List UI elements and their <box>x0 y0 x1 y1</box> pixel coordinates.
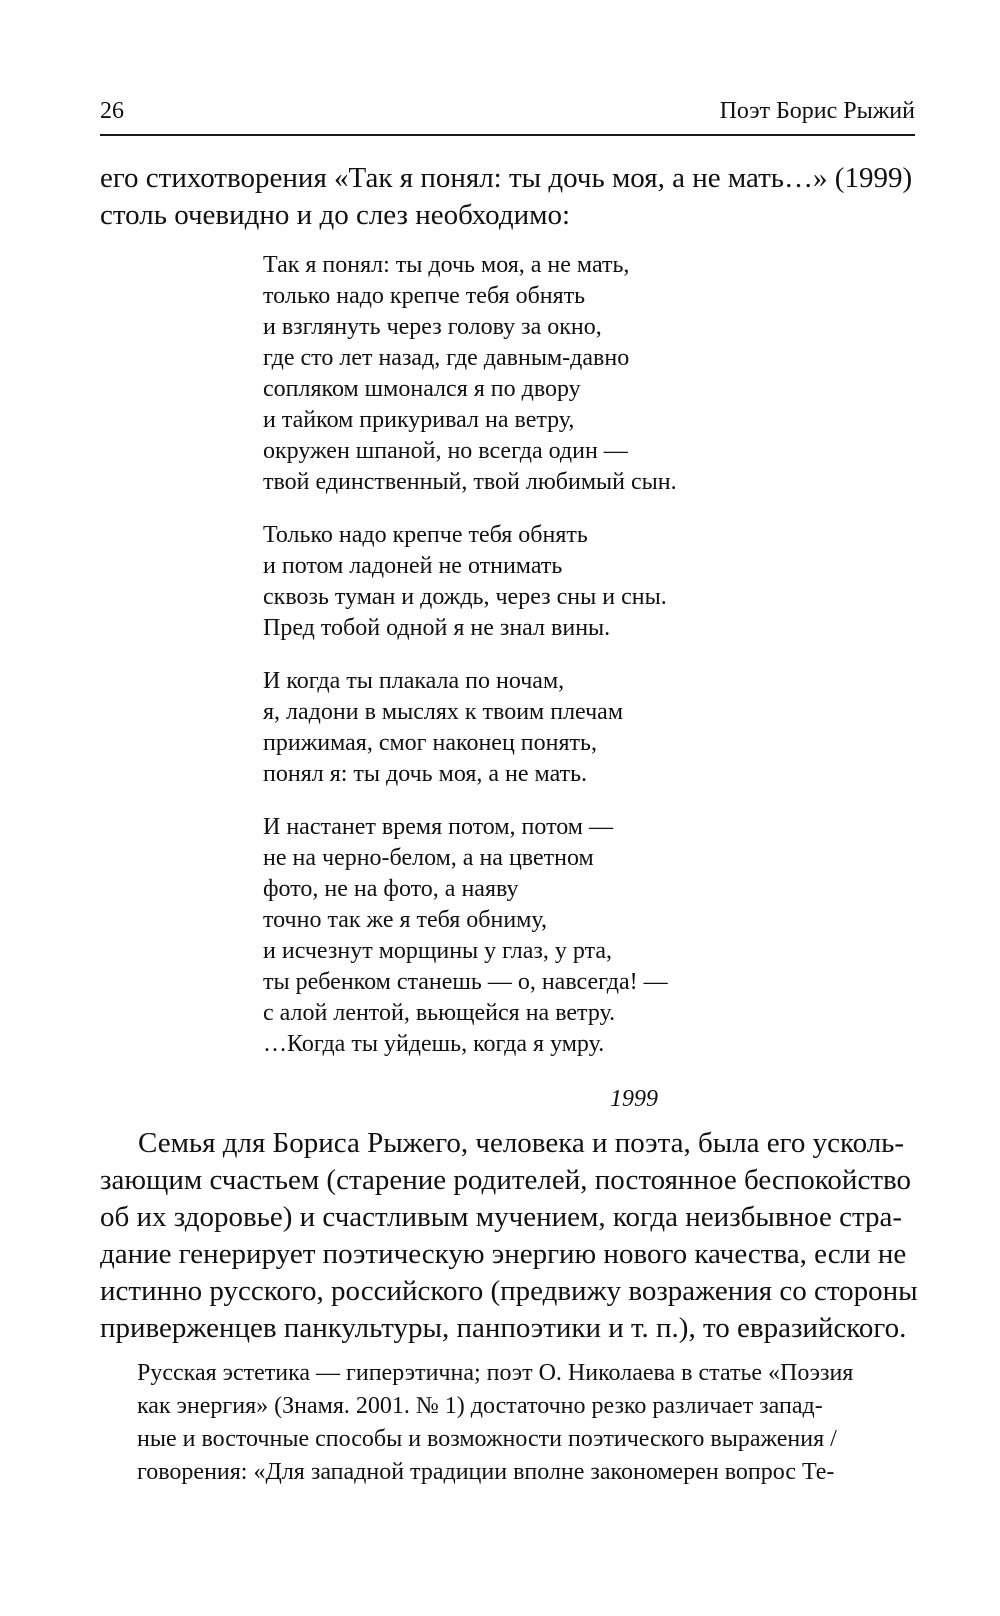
stanza-3 <box>263 666 763 790</box>
verse-line: Пред тобой одной я не знал вины. <box>263 615 611 641</box>
verse-line: и исчезнут морщины у глаз, у рта, <box>263 938 613 964</box>
verse-line: точно так же я тебя обниму, <box>263 907 547 933</box>
running-title: Поэт Борис Рыжий <box>719 98 915 124</box>
note-line: Русская эстетика — гиперэтична; поэт О. Николаева в статье «Поэзия <box>137 1360 854 1386</box>
body-line: Семья для Бориса Рыжего, человека и поэта, была его усколь- <box>138 1127 905 1159</box>
verse-line: сквозь туман и дождь, через сны и сны. <box>263 584 667 610</box>
body-paragraph <box>100 1125 930 1347</box>
verse-line: я, ладони в мыслях к твоим плечам <box>263 699 624 725</box>
body-line: истинно русского, российского (предвижу возражения со стороны <box>100 1275 918 1307</box>
verse-line: прижимая, смог наконец понять, <box>263 730 597 756</box>
verse-line: И настанет время потом, потом — <box>263 814 613 840</box>
running-head <box>100 94 915 136</box>
verse-line: ты ребенком станешь — о, навсегда! — <box>263 969 668 995</box>
stanza-1 <box>263 250 763 498</box>
verse-line: и потом ладоней не отнимать <box>263 553 563 579</box>
verse-line: и взглянуть через голову за окно, <box>263 314 602 340</box>
verse-line: только надо крепче тебя обнять <box>263 283 586 309</box>
intro-line: его стихотворения «Так я понял: ты дочь моя, а не мать…» (1999) <box>100 162 913 194</box>
note-line: ные и восточные способы и возможности поэтического выражения / <box>137 1426 837 1452</box>
poem-date: 1999 <box>610 1086 658 1112</box>
verse-line: окружен шпаной, но всегда один — <box>263 438 628 464</box>
verse-line: Только надо крепче тебя обнять <box>263 522 588 548</box>
page-number: 26 <box>100 98 124 124</box>
verse-line: понял я: ты дочь моя, а не мать. <box>263 761 588 787</box>
note-paragraph <box>137 1357 927 1489</box>
verse-line: …Когда ты уйдешь, когда я умру. <box>263 1031 605 1057</box>
stanza-2 <box>263 520 763 644</box>
verse-line: И когда ты плакала по ночам, <box>263 668 565 694</box>
intro-paragraph <box>100 160 920 234</box>
verse-line: сопляком шмонался я по двору <box>263 376 581 402</box>
body-line: зающим счастьем (старение родителей, постоянное беспокойство <box>100 1164 911 1196</box>
verse-line: твой единственный, твой любимый сын. <box>263 469 677 495</box>
stanza-4 <box>263 812 763 1060</box>
body-line: дание генерирует поэтическую энергию нового качества, если не <box>100 1238 907 1270</box>
verse-line: где сто лет назад, где давным-давно <box>263 345 630 371</box>
body-line: приверженцев панкультуры, панпоэтики и т. п.), то евразийского. <box>100 1312 907 1344</box>
note-line: как энергия» (Знамя. 2001. № 1) достаточно резко различает запад- <box>137 1393 823 1419</box>
verse-line: Так я понял: ты дочь моя, а не мать, <box>263 252 630 278</box>
verse-line: не на черно-белом, а на цветном <box>263 845 594 871</box>
verse-line: фото, не на фото, а наяву <box>263 876 519 902</box>
poem <box>263 250 763 1082</box>
verse-line: с алой лентой, вьющейся на ветру. <box>263 1000 616 1026</box>
note-line: говорения: «Для западной традиции вполне закономерен вопрос Те- <box>137 1459 835 1485</box>
verse-line: и тайком прикуривал на ветру, <box>263 407 575 433</box>
intro-line: столь очевидно и до слез необходимо: <box>100 199 571 231</box>
body-line: об их здоровье) и счастливым мучением, когда неизбывное стра- <box>100 1201 903 1233</box>
